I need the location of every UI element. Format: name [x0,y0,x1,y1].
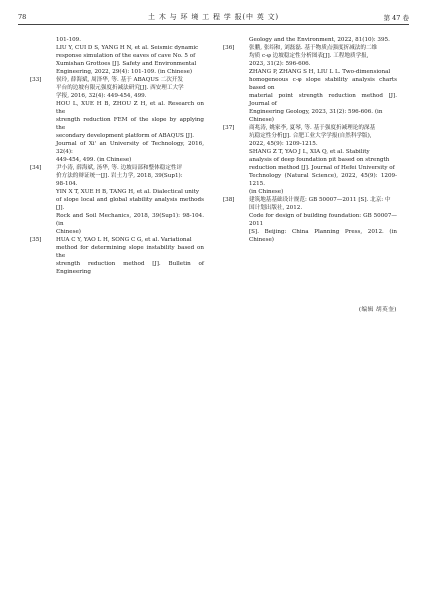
reference-line: (in Chinese) [249,189,284,195]
reference-line: 张鹏, 张绍和, 刘磊磊. 基于物质点强度折减法的二维 [249,45,378,51]
reference-line: Geology and the Environment, 2022, 81(10): 395. [249,37,390,43]
reference-number: [34] [30,165,42,171]
reference-line: strength reduction FEM of the slope by applying the [56,117,204,131]
reference-line: Chinese) [56,229,81,235]
reference-line: HOU L, XUE H B, ZHOU Z H, et al. Research on the [56,101,204,115]
right-column [223,36,397,244]
reference-continuation [30,36,204,76]
left-column [30,36,204,276]
reference-36 [223,44,397,124]
reference-line: 国计划出版社, 2012. [249,205,303,211]
reference-line: Code for design of building foundation: GB 50007—2011 [249,213,397,227]
reference-line: Technology (Natural Science), 2022, 45(9): 1209-1215. [249,173,397,187]
header-rule [18,24,409,25]
reference-34 [30,164,204,236]
reference-line: 2022, 45(9): 1209-1215. [249,141,318,147]
reference-line: 学报, 2016, 32(4): 449-454, 499. [56,93,147,99]
reference-33 [30,76,204,164]
reference-line: 2023, 31(2): 596-606. [249,61,311,67]
reference-line: material point strength reduction method [J]. Journal of [249,93,397,107]
reference-line: 坑稳定性分析[J]. 合肥工业大学学报(自然科学版), [249,133,372,139]
reference-line: 商兆涛, 姚家李, 夏琴, 等. 基于强度折减理论的深基 [249,125,376,131]
reference-number: [37] [223,125,235,131]
reference-line: reduction method [J]. Journal of Hefei University of [249,165,395,171]
journal-title: 土 木 与 环 境 工 程 学 报(中 英 文) [148,13,279,21]
reference-line: Engineering Geology, 2023, 31(2): 596-606. (in [249,109,383,115]
reference-line: Engineering, 2022, 29(4): 101-109. (in Chinese) [56,69,193,75]
reference-line: analysis of deep foundation pit based on strength [249,157,390,163]
reference-line: method for determining slope instability based on the [56,245,204,259]
reference-number: [38] [223,197,235,203]
reference-line: Chinese) [249,117,274,123]
reference-line: of slope local and global stability analysis methods [J]. [56,197,204,211]
reference-line: 尹小涛, 薛海斌, 汤华, 等. 边坡局部和整体稳定性评 [56,165,183,171]
reference-line: Journal of Xi' an University of Technology, 2016, 32(4): [56,141,204,155]
reference-line: ZHANG P, ZHANG S H, LIU L L. Two-dimensional [249,69,391,75]
reference-number: [36] [223,45,235,51]
reference-line: strength reduction method [J]. Bulletin of Engineering [56,261,204,275]
reference-38 [223,196,397,244]
reference-line: response simulation of the eaves of cave No. 5 of [56,53,196,59]
reference-number: [35] [30,237,42,243]
reference-37 [223,124,397,196]
reference-line: 建筑地基基础设计规范: GB 50007—2011 [S]. 北京: 中 [249,197,391,203]
reference-line: LIU Y, CUI D S, YANG H N, et al. Seismic dynamic [56,45,199,51]
reference-line: YIN X T, XUE H B, TANG H, et al. Dialectical unity [56,189,200,195]
reference-line: 101-109. [56,37,82,43]
reference-line: 侯玲, 薛海斌, 周泽华, 等. 基于 ABAQUS 二次开发 [56,77,184,83]
reference-line: HUA C Y, YAO L H, SONG C G, et al. Variational [56,237,192,243]
editor-credit: (编辑 胡英奎) [358,307,397,313]
reference-continuation [223,36,397,44]
reference-line: secondary development platform of ABAQUS [J]. [56,133,195,139]
volume-label: 第 47 卷 [383,14,409,22]
reference-line: [S]. Beijing: China Planning Press, 2012. (in Chinese) [249,229,397,243]
reference-line: homogeneous c-φ slope stability analysis charts based on [249,77,397,91]
reference-35 [30,236,204,276]
reference-line: Rock and Soil Mechanics, 2018, 39(Sup1): 98-104. (in [56,213,204,227]
reference-line: Xumishan Grottoes [J]. Safety and Environmental [56,61,197,67]
page-number: 78 [18,13,27,21]
reference-line: SHANG Z T, YAO J L, XIA Q, et al. Stability [249,149,370,155]
reference-line: 98-104. [56,181,78,187]
reference-line: 449-454, 499. (in Chinese) [56,157,132,163]
reference-line: 均质 c-φ 边坡稳定性分析图表[J]. 工程地质学报, [249,53,369,59]
reference-line: 价方法的辩证统一[J]. 岩土力学, 2018, 39(Sup1): [56,173,183,179]
reference-line: 平台的边坡有限元强度折减法研究[J]. 西安理工大学 [56,85,184,91]
reference-number: [33] [30,77,42,83]
